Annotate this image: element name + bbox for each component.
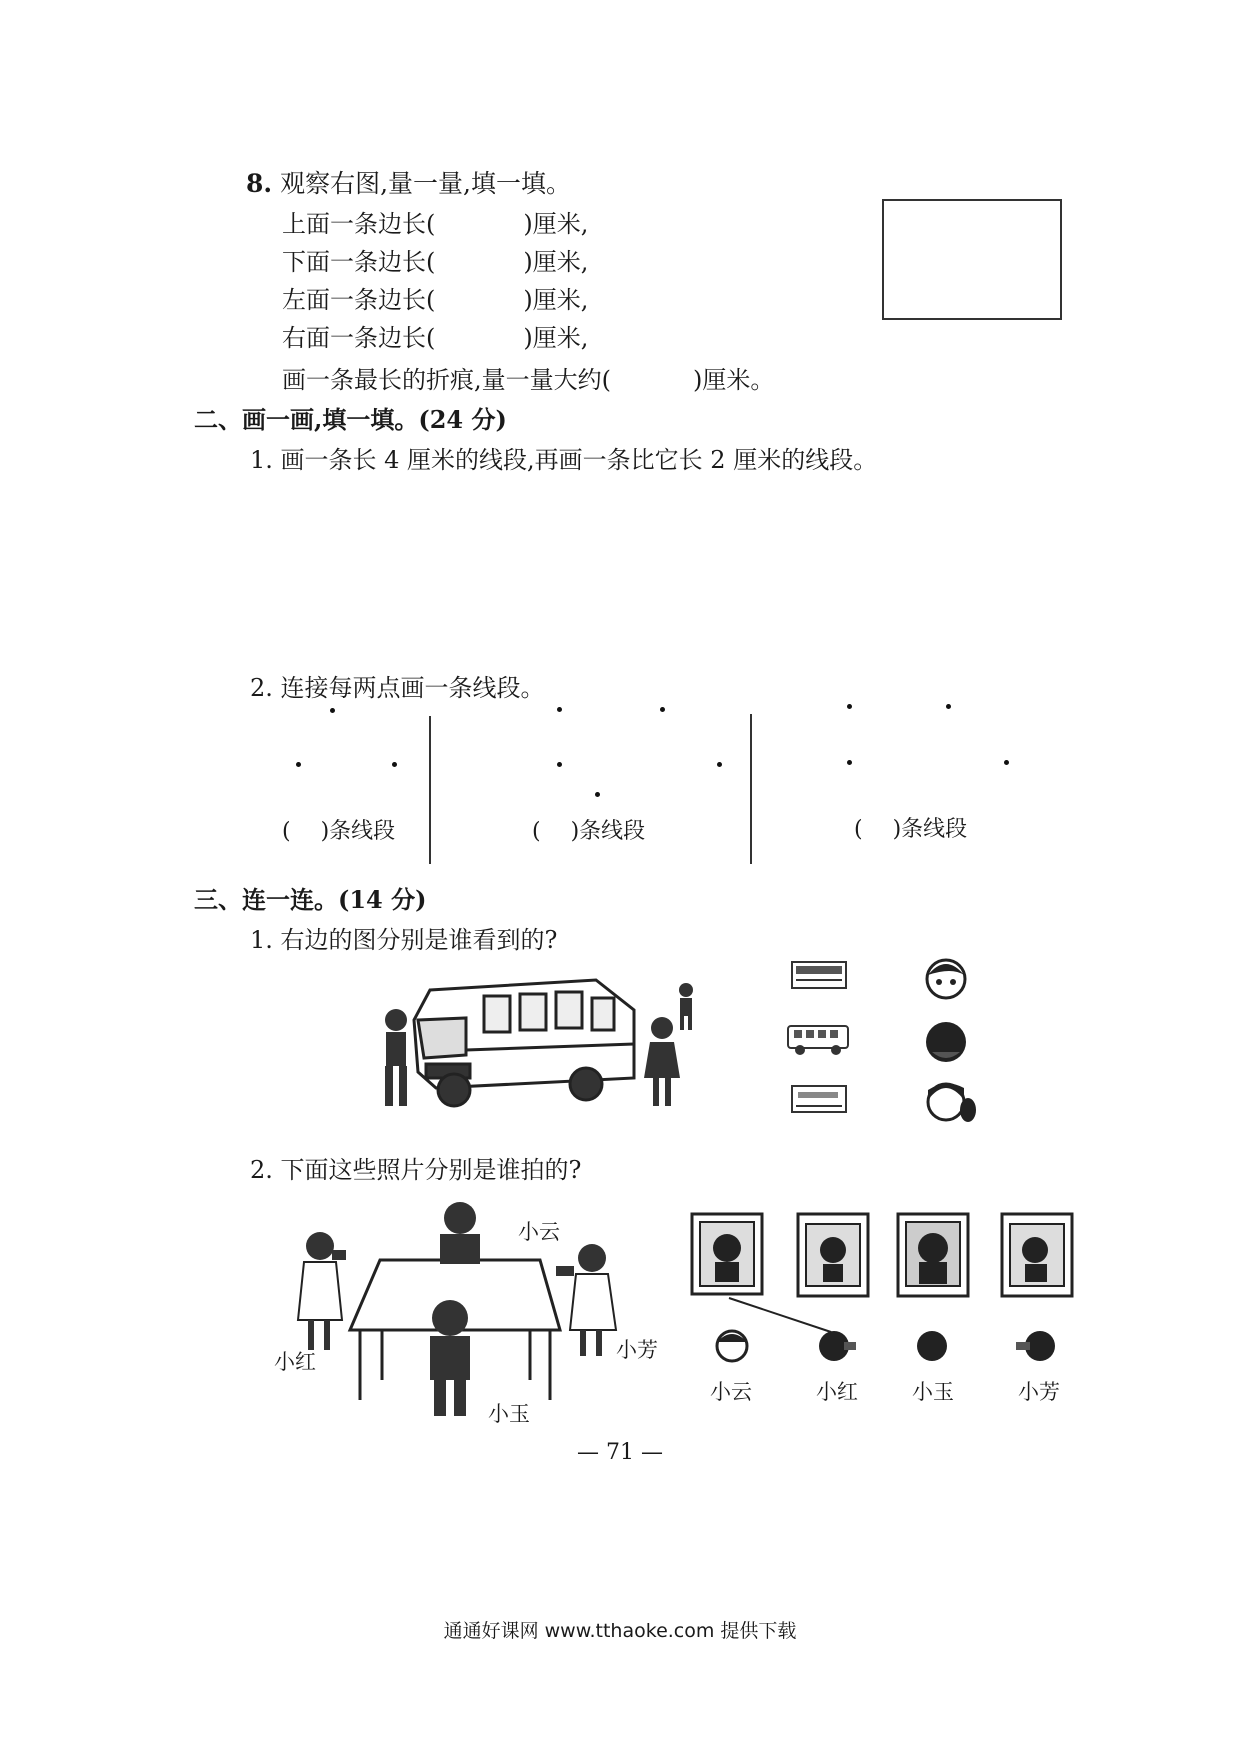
label-xiaofang: 小芳 [616, 1338, 658, 1362]
photo-card-1 [690, 1212, 764, 1296]
q8-number: 8. [246, 169, 273, 198]
girl-xiaohong-figure [298, 1232, 346, 1350]
point-dot [595, 792, 600, 797]
point-dot [717, 762, 722, 767]
point-dot [557, 762, 562, 767]
blank-close: )条线段 [892, 817, 968, 842]
segment-count-3 [854, 812, 967, 843]
segment-count-2 [532, 814, 645, 845]
photo-name-4: 小芳 [1018, 1380, 1060, 1404]
photo-name-2: 小红 [816, 1380, 858, 1404]
bus-illustration [414, 980, 634, 1106]
label-xiaoyun: 小云 [518, 1220, 560, 1244]
section3-item1: 1. 右边的图分别是谁看到的? [250, 926, 558, 954]
section2-item2: 2. 连接每两点画一条线段。 [250, 674, 545, 702]
point-dot [330, 708, 335, 713]
q8-prompt-text: 观察右图,量一量,填一填。 [280, 169, 571, 198]
boy-back-head-icon [922, 1018, 970, 1066]
q8-fold-unit: )厘米。 [693, 366, 775, 394]
label-xiaohong: 小红 [274, 1350, 316, 1374]
bus-scene-illustration [366, 960, 706, 1120]
q8-prompt [246, 164, 571, 200]
point-dot [660, 707, 665, 712]
section3-item2: 2. 下面这些照片分别是谁拍的? [250, 1156, 582, 1184]
match-line [725, 1296, 835, 1336]
point-dot [847, 760, 852, 765]
q8-line-label: 上面一条边长( [282, 210, 436, 238]
girl-head-icon [922, 1078, 978, 1126]
blank-open: ( [854, 817, 863, 842]
head-xiaoyu-icon [912, 1326, 952, 1366]
point-dot [392, 762, 397, 767]
photo-card-4 [1000, 1212, 1074, 1298]
q8-line-unit: )厘米, [523, 248, 589, 276]
q8-line-unit: )厘米, [523, 286, 589, 314]
child-far-figure [679, 983, 693, 1030]
footer-text: 通通好课网 www.tthaoke.com 提供下载 [443, 1620, 797, 1642]
boy-xiaoyun-figure [440, 1202, 480, 1264]
table-scene-illustration [290, 1180, 650, 1420]
point-dot [946, 704, 951, 709]
boy-left-figure [385, 1009, 407, 1106]
divider-line [429, 716, 431, 864]
photo-name-3: 小玉 [912, 1380, 954, 1404]
q8-line-right [282, 318, 588, 353]
boy-head-icon [922, 955, 970, 1001]
q8-line-label: 下面一条边长( [282, 248, 436, 276]
point-dot [557, 707, 562, 712]
q8-line-unit: )厘米, [523, 324, 589, 352]
bus-view-back [790, 1082, 850, 1116]
head-xiaofang-icon [1014, 1326, 1060, 1366]
section3-heading: 三、连一连。(14 分) [194, 885, 427, 914]
point-dot [847, 704, 852, 709]
point-dot [296, 762, 301, 767]
q8-fold-line [282, 360, 774, 395]
page-number: — 71 — [577, 1440, 663, 1465]
section2-heading: 二、画一画,填一填。(24 分) [194, 405, 507, 434]
boy-xiaoyu-figure [430, 1300, 470, 1416]
bus-view-side [786, 1022, 852, 1058]
blank-open: ( [532, 819, 541, 844]
q8-line-left [282, 280, 588, 315]
section2-item1: 1. 画一条长 4 厘米的线段,再画一条比它长 2 厘米的线段。 [250, 446, 878, 474]
photo-card-3 [896, 1212, 970, 1298]
bus-view-top [790, 958, 850, 992]
q8-line-top [282, 204, 588, 239]
girl-right-figure [644, 1017, 680, 1106]
blank-close: )条线段 [570, 819, 646, 844]
q8-line-bottom [282, 242, 588, 277]
blank-open: ( [282, 819, 291, 844]
measure-rectangle [882, 199, 1062, 320]
label-xiaoyu: 小玉 [488, 1402, 530, 1426]
q8-line-unit: )厘米, [523, 210, 589, 238]
q8-fold-label: 画一条最长的折痕,量一量大约( [282, 366, 611, 394]
segment-count-1 [282, 814, 395, 845]
blank-close: )条线段 [320, 819, 396, 844]
divider-line [750, 714, 752, 864]
q8-line-label: 左面一条边长( [282, 286, 436, 314]
photo-name-1: 小云 [710, 1380, 752, 1404]
photo-card-2 [796, 1212, 870, 1298]
q8-line-label: 右面一条边长( [282, 324, 436, 352]
girl-xiaofang-figure [556, 1244, 616, 1356]
point-dot [1004, 760, 1009, 765]
